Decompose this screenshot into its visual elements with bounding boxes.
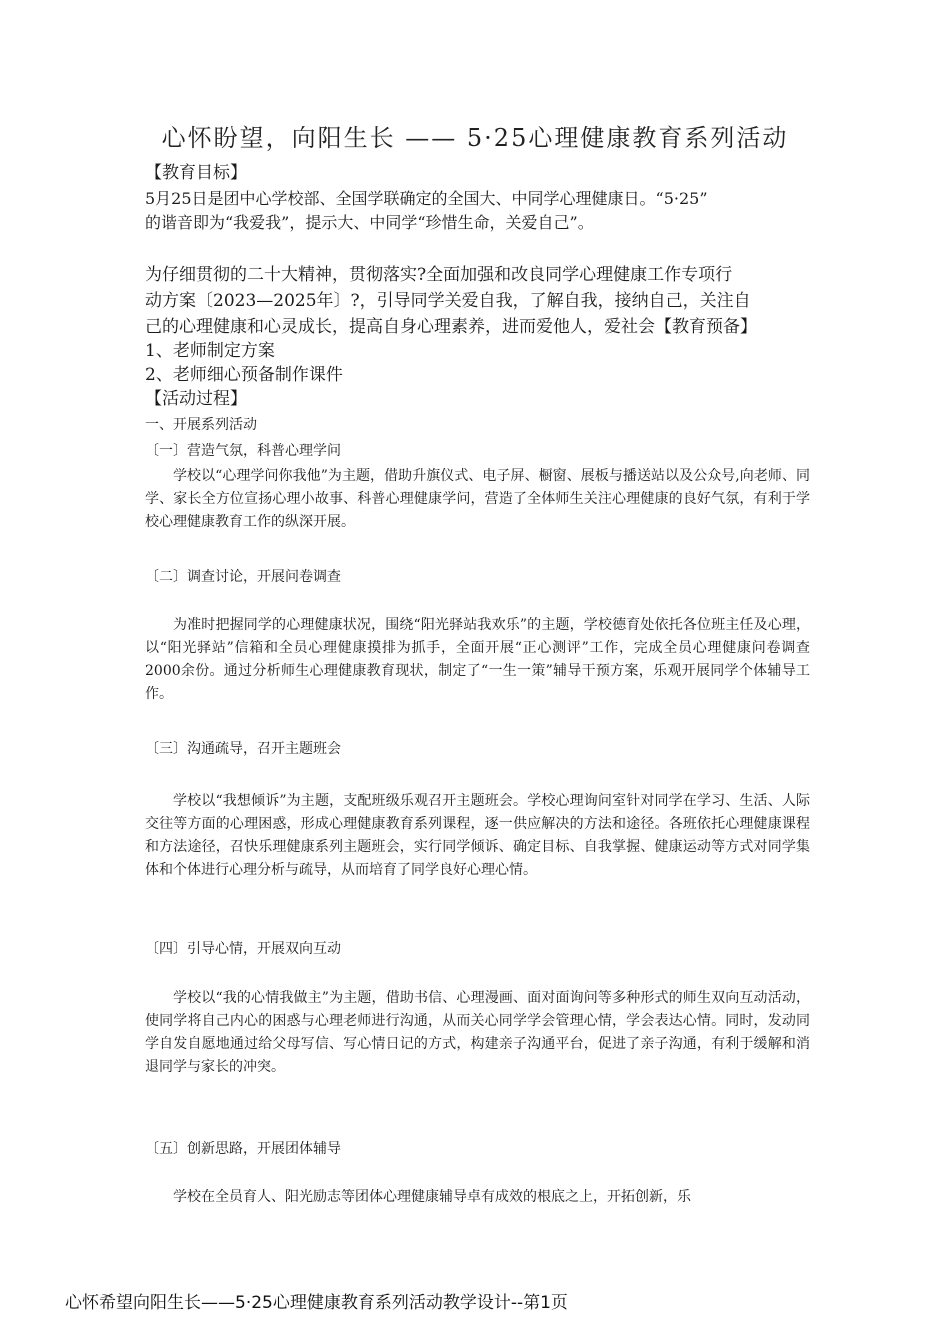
goal-heading: 【教育目标】 [145, 163, 247, 183]
section-heading: 一、开展系列活动 [145, 417, 257, 433]
process-heading: 【活动过程】 [145, 389, 247, 409]
subsection-heading: 〔一〕营造气氛，科普心理学问 [145, 443, 341, 459]
body-paragraph: 学校以“我的心情我做主”为主题，借助书信、心理漫画、面对面询问等多种形式的师生双向互动活动，使同学将自己内心的困惑与心理老师进行沟通，从而关心同学学会管理心情，学会表达心情。同时，发动同学自发自愿地通过给父母写信、写心情日记的方式，构建亲子沟通平台，促进了亲子沟通，有利于缓解和消退同学与家长的冲突。 [145, 990, 810, 1075]
body-paragraph: 为准时把握同学的心理健康状况，围绕“阳光驿站我欢乐”的主题，学校德育处依托各位班主任及心理，以“阳光驿站”信箱和全员心理健康摸排为抓手，全面开展“正心测评”工作，完成全员心理健康问卷调查2000余份。通过分析师生心理健康教育现状，制定了“一生一策”辅导干预方案，乐观开展同学个体辅导工作。 [145, 617, 810, 702]
prep-item: 2、老师细心预备制作课件 [145, 365, 343, 385]
subsection-heading: 〔三〕沟通疏导，召开主题班会 [145, 741, 341, 757]
body-paragraph: 学校以“心理学问你我他”为主题，借助升旗仪式、电子屏、橱窗、展板与播送站以及公众号,向老师、同学、家长全方位宣扬心理小故事、科普心理健康学问，营造了全体师生关注心理健康的良好气氛，有利于学校心理健康教育工作的纵深开展。 [145, 468, 810, 530]
goal-text-line: 为仔细贯彻的二十大精神，贯彻落实?全面加强和改良同学心理健康工作专项行 [145, 265, 733, 285]
subsection-heading: 〔五〕创新思路，开展团体辅导 [145, 1141, 341, 1157]
subsection-heading: 〔四〕引导心情，开展双向互动 [145, 941, 341, 957]
goal-text-line: 己的心理健康和心灵成长，提高自身心理素养，进而爱他人，爱社会【教育预备】 [145, 317, 757, 337]
goal-text-line: 的谐音即为“我爱我”，提示大、中同学“珍惜生命，关爱自己”。 [145, 213, 594, 232]
subsection-heading: 〔二〕调查讨论，开展问卷调查 [145, 569, 341, 585]
goal-text-line: 动方案〔2023—2025年〕?，引导同学关爱自我，了解自我，接纳自己，关注自 [145, 291, 751, 311]
prep-item: 1、老师制定方案 [145, 341, 275, 361]
page-title: 心怀盼望，向阳生长 —— 5·25心理健康教育系列活动 [161, 124, 789, 152]
page-footer: 心怀希望向阳生长——5·25心理健康教育系列活动教学设计--第1页 [65, 1293, 568, 1313]
body-paragraph: 学校以“我想倾诉”为主题，支配班级乐观召开主题班会。学校心理询问室针对同学在学习、生活、人际交往等方面的心理困惑，形成心理健康教育系列课程，逐一供应解决的方法和途径。各班依托心理健康课程和方法途径，召快乐理健康系列主题班会，实行同学倾诉、确定目标、自我掌握、健康运动等方式对同学集体和个体进行心理分析与疏导，从而培育了同学良好心理心情。 [145, 793, 810, 878]
goal-text-line: 5月25日是团中心学校部、全国学联确定的全国大、中同学心理健康日。“5·25” [145, 189, 708, 208]
body-paragraph: 学校在全员育人、阳光励志等团体心理健康辅导卓有成效的根底之上，开拓创新，乐 [173, 1189, 691, 1205]
